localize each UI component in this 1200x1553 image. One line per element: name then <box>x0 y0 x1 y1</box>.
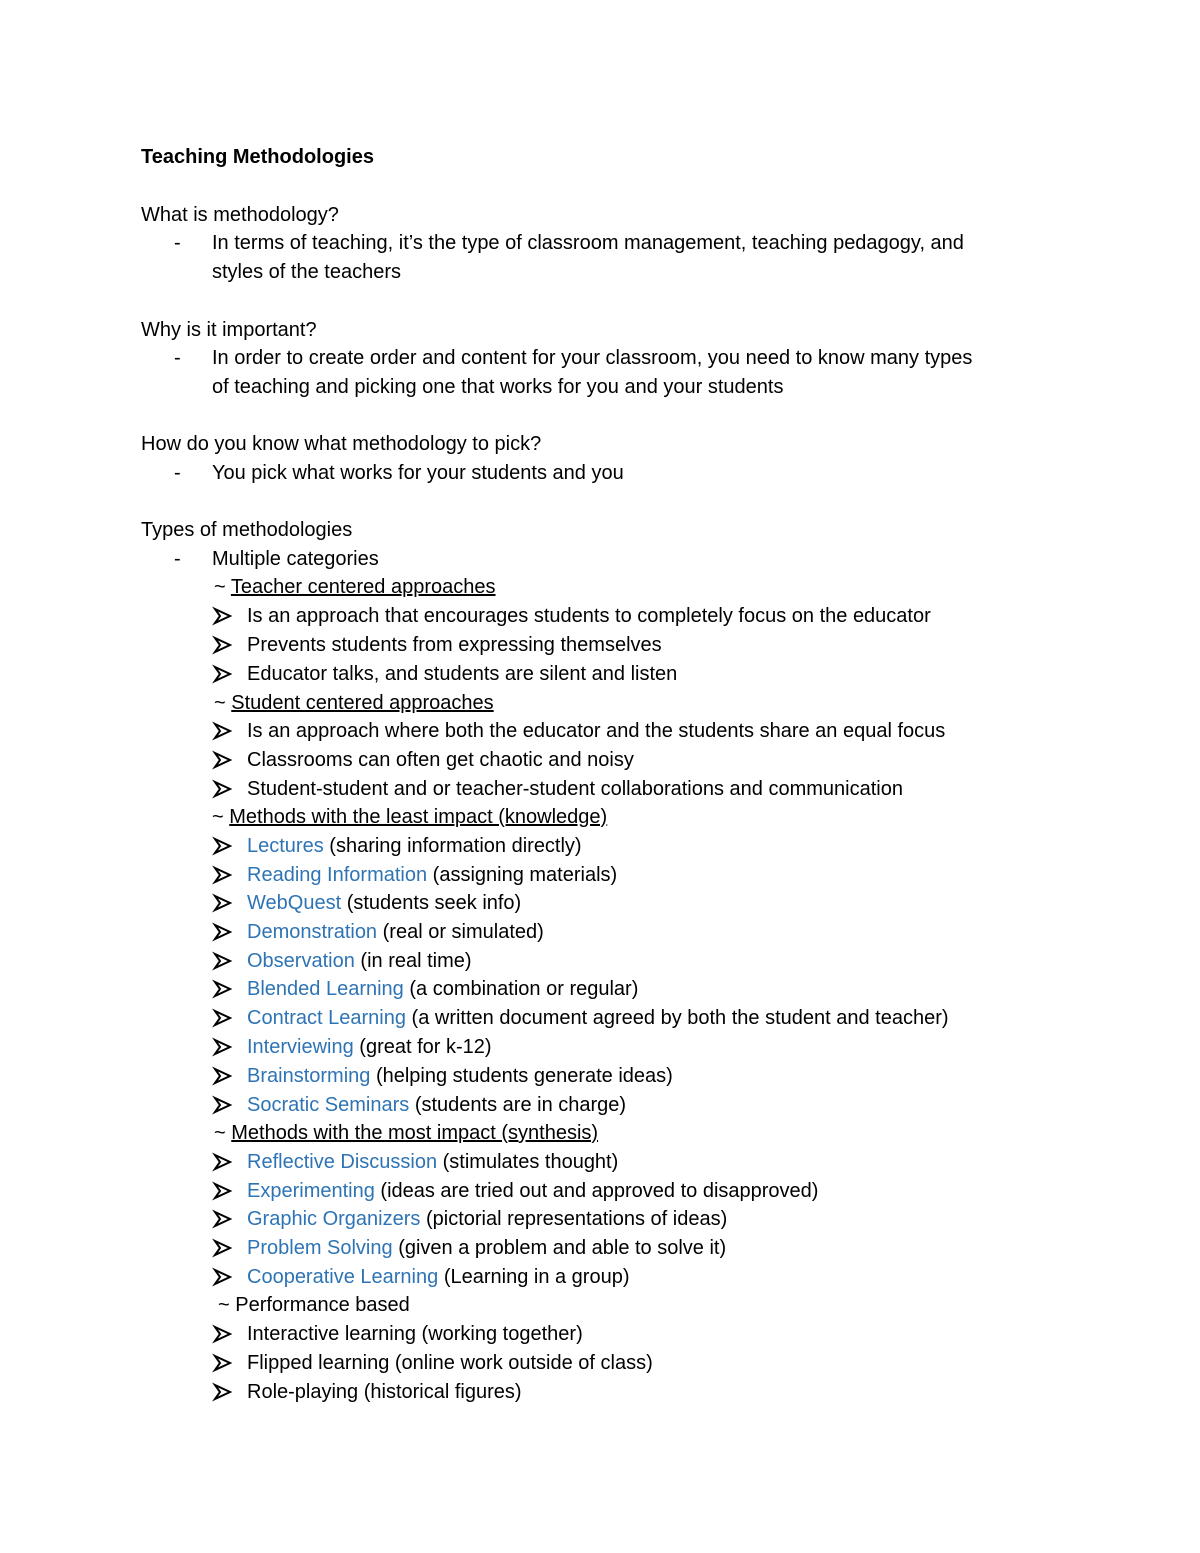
arrow-bullet-icon <box>212 631 234 659</box>
arrow-bullet-icon <box>212 1148 234 1176</box>
arrow-bullet-icon <box>212 975 234 1003</box>
arrow-bullet-icon <box>212 947 234 975</box>
arrow-bullet-icon <box>212 832 234 860</box>
performance-heading <box>218 1291 410 1319</box>
arrow-bullet-icon <box>212 1205 234 1233</box>
method-link-experimenting[interactable]: Experimenting <box>247 1180 375 1202</box>
least-impact-title: Methods with the least impact (knowledge) <box>229 806 608 828</box>
method-link-webquest[interactable]: WebQuest <box>247 892 342 914</box>
dash-bullet: - <box>174 462 181 484</box>
least-impact-heading <box>212 803 607 831</box>
arrow-bullet-icon <box>212 1378 234 1406</box>
method-link-blended-learning[interactable]: Blended Learning <box>247 978 404 1000</box>
arrow-bullet-icon <box>212 602 234 630</box>
method-desc: (sharing information directly) <box>329 835 582 857</box>
method-desc: (stimulates thought) <box>442 1151 619 1173</box>
method-link-observation[interactable]: Observation <box>247 950 355 972</box>
question-why-important: Why is it important? <box>141 319 317 341</box>
method-desc: (a combination or regular) <box>409 978 639 1000</box>
method-desc: (given a problem and able to solve it) <box>398 1237 727 1259</box>
arrow-bullet-icon <box>212 775 234 803</box>
answer-text-continued: styles of the teachers <box>212 261 401 283</box>
question-what-is-methodology: What is methodology? <box>141 204 339 226</box>
arrow-bullet-icon <box>212 746 234 774</box>
list-item-text: Prevents students from expressing themselves <box>247 634 662 656</box>
method-desc: (a written document agreed by both the student and teacher) <box>411 1007 949 1029</box>
method-link-demonstration[interactable]: Demonstration <box>247 921 378 943</box>
method-desc: (ideas are tried out and approved to disapproved) <box>380 1180 819 1202</box>
method-link-contract-learning[interactable]: Contract Learning <box>247 1007 406 1029</box>
method-link-problem-solving[interactable]: Problem Solving <box>247 1237 393 1259</box>
method-link-interviewing[interactable]: Interviewing <box>247 1036 354 1058</box>
arrow-bullet-icon <box>212 1320 234 1348</box>
method-link-lectures[interactable]: Lectures <box>247 835 324 857</box>
method-desc: (Learning in a group) <box>443 1266 630 1288</box>
list-item-text: Student-student and or teacher-student collaborations and communication <box>247 778 903 800</box>
arrow-bullet-icon <box>212 918 234 946</box>
performance-title: Performance based <box>235 1294 410 1316</box>
dash-bullet: - <box>174 347 181 369</box>
answer-text-continued: of teaching and picking one that works for you and your students <box>212 376 784 398</box>
list-item-text: Flipped learning (online work outside of class) <box>247 1352 653 1374</box>
arrow-bullet-icon <box>212 1062 234 1090</box>
method-desc: (great for k-12) <box>359 1036 492 1058</box>
method-desc: (students are in charge) <box>414 1094 627 1116</box>
arrow-bullet-icon <box>212 1349 234 1377</box>
method-link-reading-information[interactable]: Reading Information <box>247 864 428 886</box>
tilde-mark: ~ <box>212 806 224 828</box>
method-desc: (pictorial representations of ideas) <box>425 1208 728 1230</box>
arrow-bullet-icon <box>212 1091 234 1119</box>
dash-bullet: - <box>174 548 181 570</box>
method-link-reflective-discussion[interactable]: Reflective Discussion <box>247 1151 438 1173</box>
student-centered-title: Student centered approaches <box>231 692 494 714</box>
arrow-bullet-icon <box>212 717 234 745</box>
answer-text: You pick what works for your students and you <box>212 462 624 484</box>
teacher-centered-title: Teacher centered approaches <box>230 576 496 598</box>
tilde-mark: ~ <box>218 1294 230 1316</box>
student-centered-heading <box>214 689 494 717</box>
list-item-text: Role-playing (historical figures) <box>247 1381 522 1403</box>
tilde-mark: ~ <box>214 1122 226 1144</box>
list-item-text: Interactive learning (working together) <box>247 1323 583 1345</box>
multiple-categories-text: Multiple categories <box>212 548 379 570</box>
list-item-text: Is an approach where both the educator and the students share an equal focus <box>247 720 946 742</box>
arrow-bullet-icon <box>212 1263 234 1291</box>
method-desc: (assigning materials) <box>432 864 618 886</box>
method-link-cooperative-learning[interactable]: Cooperative Learning <box>247 1266 439 1288</box>
most-impact-title: Methods with the most impact (synthesis) <box>231 1122 599 1144</box>
answer-text: In order to create order and content for your classroom, you need to know many types <box>212 347 973 369</box>
answer-text: In terms of teaching, it’s the type of classroom management, teaching pedagogy, and <box>212 232 964 254</box>
arrow-bullet-icon <box>212 861 234 889</box>
method-desc: (in real time) <box>360 950 472 972</box>
method-link-socratic-seminars[interactable]: Socratic Seminars <box>247 1094 410 1116</box>
arrow-bullet-icon <box>212 1234 234 1262</box>
method-desc: (students seek info) <box>346 892 522 914</box>
page-title: Teaching Methodologies <box>141 146 374 168</box>
method-link-graphic-organizers[interactable]: Graphic Organizers <box>247 1208 421 1230</box>
most-impact-heading <box>214 1119 598 1147</box>
list-item-text: Is an approach that encourages students to completely focus on the educator <box>247 605 931 627</box>
arrow-bullet-icon <box>212 1004 234 1032</box>
arrow-bullet-icon <box>212 1033 234 1061</box>
list-item-text: Educator talks, and students are silent and listen <box>247 663 678 685</box>
list-item-text: Classrooms can often get chaotic and noisy <box>247 749 634 771</box>
dash-bullet: - <box>174 232 181 254</box>
arrow-bullet-icon <box>212 660 234 688</box>
tilde-mark: ~ <box>214 692 226 714</box>
tilde-mark: ~ <box>214 576 226 598</box>
question-how-to-pick: How do you know what methodology to pick? <box>141 433 542 455</box>
arrow-bullet-icon <box>212 889 234 917</box>
teacher-centered-heading <box>214 573 496 601</box>
types-heading: Types of methodologies <box>141 519 353 541</box>
method-desc: (helping students generate ideas) <box>375 1065 673 1087</box>
method-link-brainstorming[interactable]: Brainstorming <box>247 1065 371 1087</box>
arrow-bullet-icon <box>212 1177 234 1205</box>
method-desc: (real or simulated) <box>382 921 544 943</box>
